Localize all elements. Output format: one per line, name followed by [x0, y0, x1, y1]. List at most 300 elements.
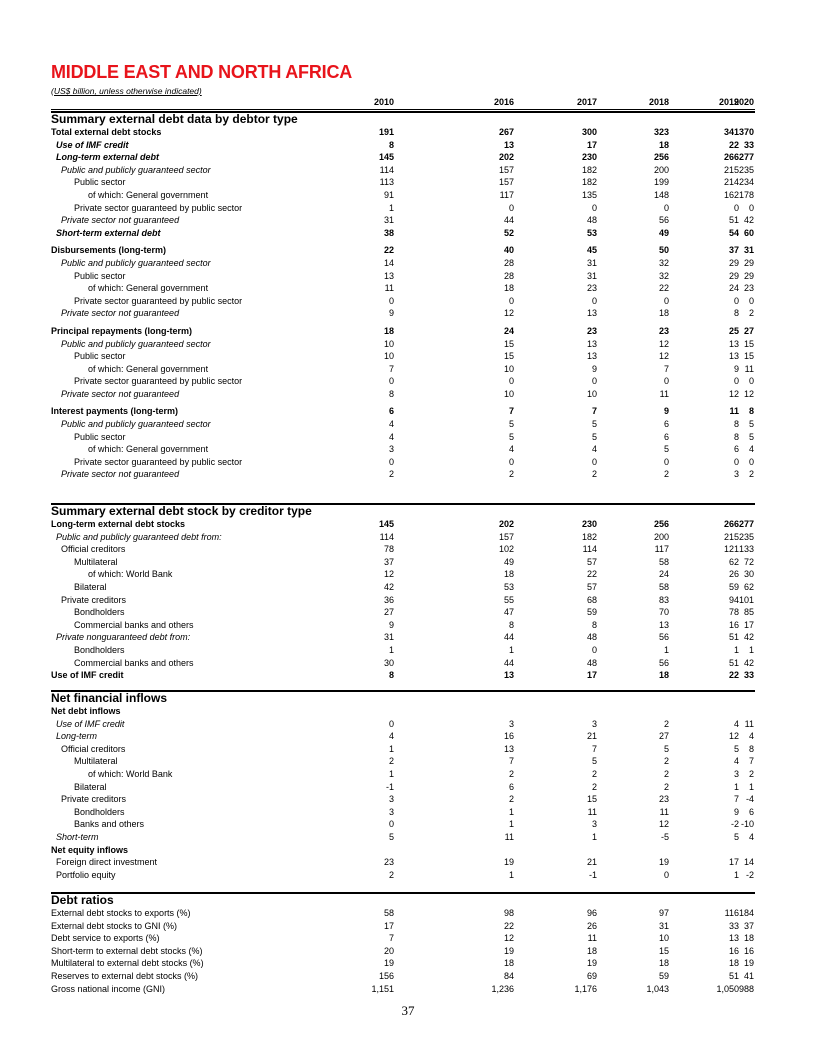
cell-2017: 7	[591, 406, 597, 417]
cell-2019: 62	[728, 556, 739, 567]
cell-2010: 8	[388, 139, 394, 150]
cell-2010: 38	[383, 227, 394, 238]
cell-2017: 11	[587, 806, 597, 817]
cell-2010: 10	[383, 351, 394, 362]
row-label: Public sector	[74, 351, 126, 362]
cell-2020: 23	[743, 283, 754, 294]
cell-2018: 18	[658, 139, 669, 150]
cell-2019: 266	[723, 519, 739, 529]
table-row	[51, 657, 755, 670]
cell-2017: 45	[586, 245, 597, 256]
cell-2018: 2	[663, 718, 669, 729]
row-label: Multilateral	[74, 756, 118, 767]
cell-2020: 42	[743, 632, 754, 643]
table-row	[51, 705, 755, 718]
cell-2017: 19	[586, 958, 597, 969]
cell-2016: 40	[503, 245, 514, 256]
cell-2018: 49	[658, 227, 669, 238]
row-label: Portfolio equity	[56, 869, 116, 880]
cell-2010: 9	[388, 619, 394, 630]
cell-2018: 323	[653, 127, 669, 137]
table-row	[51, 730, 755, 743]
cell-2016: 1,236	[491, 983, 514, 994]
cell-2020: 17	[743, 619, 754, 630]
year-2017: 2017	[576, 97, 597, 107]
row-label: Bilateral	[74, 781, 107, 792]
cell-2018: 2	[663, 781, 669, 792]
cell-2017: -1	[588, 869, 597, 880]
table-row	[51, 468, 755, 481]
cell-2010: -1	[385, 781, 394, 792]
cell-2018: 56	[658, 215, 669, 226]
cell-2019: 22	[728, 670, 739, 681]
cell-2018: 97	[658, 908, 669, 918]
cell-2018: 5	[663, 743, 669, 754]
cell-2018: 56	[658, 657, 669, 668]
row-label: Long-term external debt	[56, 152, 160, 163]
row-label: Bilateral	[74, 581, 107, 592]
cell-2017: 135	[581, 189, 597, 200]
cell-2020: 18	[743, 933, 754, 944]
row-label: Public and publicly guaranteed sector	[61, 257, 211, 268]
cell-2017: 17	[586, 670, 597, 681]
cell-2016: 202	[498, 152, 514, 163]
page-title: MIDDLE EAST AND NORTH AFRICA	[51, 62, 353, 82]
cell-2016: 1	[508, 869, 514, 880]
table-row	[51, 556, 755, 569]
cell-2017: 114	[582, 544, 597, 555]
cell-2018: 32	[658, 257, 669, 268]
cell-2020: 5	[748, 419, 754, 430]
cell-2020: 41	[743, 970, 754, 981]
row-label: Commercial banks and others	[74, 657, 194, 668]
page-number: 37	[401, 1003, 415, 1018]
row-label: External debt stocks to GNI (%)	[51, 920, 178, 931]
table-row	[51, 806, 755, 819]
row-label: Short-term external debt	[56, 227, 161, 238]
cell-2019: 51	[728, 970, 739, 981]
table-row	[51, 920, 755, 933]
section-debt-ratios	[51, 893, 755, 995]
table-row	[51, 718, 755, 731]
row-label: Multilateral	[74, 556, 118, 567]
table-row	[51, 957, 755, 970]
cell-2018: 0	[663, 295, 669, 306]
cell-2016: 10	[503, 363, 514, 374]
cell-2018: 23	[658, 325, 669, 336]
cell-2010: 37	[383, 556, 394, 567]
cell-2019: 5	[733, 831, 739, 842]
cell-2010: 22	[383, 245, 394, 256]
cell-2016: 202	[498, 519, 514, 529]
cell-2019: 0	[733, 295, 739, 306]
cell-2016: 6	[508, 781, 514, 792]
cell-2020: 16	[743, 945, 754, 956]
cell-2010: 0	[388, 718, 394, 729]
cell-2016: 2	[508, 794, 514, 805]
cell-2010: 42	[383, 581, 394, 592]
cell-2017: 48	[586, 657, 597, 668]
cell-2019: 24	[728, 283, 739, 294]
table-row	[51, 176, 755, 189]
cell-2017: 13	[586, 338, 597, 349]
table-row	[51, 869, 755, 882]
cell-2019: 26	[728, 569, 739, 580]
cell-2016: 24	[503, 325, 514, 336]
cell-2019: 0	[733, 202, 739, 213]
year-2019: 2019	[718, 97, 739, 107]
cell-2010: 19	[383, 958, 394, 969]
table-row	[51, 189, 755, 202]
cell-2017: 48	[586, 632, 597, 643]
section-net-financial-inflows	[51, 691, 755, 881]
cell-2010: 3	[388, 444, 394, 455]
cell-2020: 12	[743, 388, 754, 399]
cell-2019: 11	[729, 406, 739, 417]
cell-2020: 8	[748, 743, 754, 754]
cell-2016: 15	[503, 351, 514, 362]
cell-2017: 23	[586, 283, 597, 294]
cell-2018: 50	[658, 245, 669, 256]
cell-2019: 12	[728, 731, 739, 742]
cell-2010: 7	[388, 363, 394, 374]
cell-2020: 0	[748, 456, 754, 467]
cell-2010: 4	[388, 731, 394, 742]
cell-2016: 157	[498, 164, 514, 175]
cell-2020: 31	[743, 245, 754, 256]
table-row	[51, 743, 755, 756]
cell-2020: 988	[738, 983, 754, 994]
row-label: Long-term	[56, 731, 98, 742]
cell-2010: 5	[388, 831, 394, 842]
cell-2018: 83	[658, 594, 669, 605]
cell-2020: 85	[743, 607, 754, 618]
row-label: Private sector not guaranteed	[61, 215, 180, 226]
cell-2020: 0	[748, 202, 754, 213]
cell-2017: 69	[586, 970, 597, 981]
table-row	[51, 768, 755, 781]
cell-2018: 12	[658, 351, 669, 362]
section-title: Summary external debt stock by creditor type	[51, 504, 312, 518]
cell-2020: 133	[738, 544, 754, 555]
cell-2017: 0	[591, 456, 597, 467]
row-label: Use of IMF credit	[51, 670, 124, 681]
row-label: of which: General government	[88, 283, 209, 294]
table-row	[51, 244, 755, 257]
cell-2019: 4	[733, 718, 739, 729]
cell-2020: 11	[744, 718, 754, 729]
cell-2016: 28	[503, 270, 514, 281]
table-row	[51, 581, 755, 594]
cell-2019: 78	[728, 607, 739, 618]
table-row	[51, 257, 755, 270]
cell-2018: 6	[663, 419, 669, 430]
cell-2019: 18	[728, 958, 739, 969]
cell-2017: 182	[581, 177, 597, 188]
cell-2016: 10	[503, 388, 514, 399]
cell-2010: 30	[383, 657, 394, 668]
cell-2017: 3	[591, 819, 597, 830]
section-title: Net financial inflows	[51, 691, 168, 705]
cell-2016: 44	[503, 632, 514, 643]
row-label: Long-term external debt stocks	[51, 519, 186, 529]
cell-2010: 3	[388, 794, 394, 805]
row-label: of which: World Bank	[88, 569, 173, 580]
cell-2018: 22	[658, 283, 669, 294]
row-label: External debt stocks to exports (%)	[51, 908, 191, 918]
cell-2016: 1	[508, 819, 514, 830]
cell-2016: 12	[503, 933, 514, 944]
cell-2020: 370	[738, 127, 754, 137]
cell-2018: 10	[658, 933, 669, 944]
table-row	[51, 755, 755, 768]
cell-2019: 214	[723, 177, 739, 188]
cell-2016: 7	[508, 406, 514, 417]
cell-2018: 23	[658, 794, 669, 805]
cell-2018: 2	[663, 768, 669, 779]
cell-2016: 13	[503, 743, 514, 754]
cell-2017: 96	[586, 908, 597, 918]
cell-2020: 37	[743, 920, 754, 931]
row-label: Private sector guaranteed by public sector	[74, 376, 243, 387]
cell-2020: 1	[748, 781, 754, 792]
row-label: Multilateral to external debt stocks (%)	[51, 958, 204, 969]
cell-2018: 0	[663, 202, 669, 213]
cell-2019: 54	[728, 227, 739, 238]
cell-2019: 13	[728, 338, 739, 349]
cell-2019: 8	[733, 308, 739, 319]
row-label: Reserves to external debt stocks (%)	[51, 970, 199, 981]
cell-2017: 230	[581, 519, 597, 529]
cell-2016: 1	[508, 806, 514, 817]
cell-2020: 7	[748, 756, 754, 767]
cell-2017: 1	[591, 831, 597, 842]
cell-2019: 0	[733, 456, 739, 467]
table-row	[51, 594, 755, 607]
cell-2020: 0	[748, 376, 754, 387]
cell-2018: 0	[663, 376, 669, 387]
cell-2017: 57	[586, 556, 597, 567]
cell-2019: 8	[733, 431, 739, 442]
row-label: Public and publicly guaranteed sector	[61, 338, 211, 349]
cell-2010: 14	[383, 257, 394, 268]
cell-2010: 1	[388, 743, 394, 754]
cell-2010: 12	[383, 569, 394, 580]
table-row	[51, 531, 755, 544]
table-row	[51, 338, 755, 351]
section-debt-by-debtor	[51, 112, 755, 481]
year-2010: 2010	[373, 97, 394, 107]
cell-2020: 60	[743, 227, 754, 238]
table-row	[51, 126, 755, 139]
cell-2020: 4	[748, 444, 754, 455]
table-row	[51, 518, 755, 531]
row-label: Disbursements (long-term)	[51, 245, 167, 256]
cell-2018: 58	[658, 556, 669, 567]
cell-2019: 116	[724, 908, 739, 918]
table-row	[51, 270, 755, 283]
cell-2019: 13	[728, 351, 739, 362]
cell-2010: 0	[388, 819, 394, 830]
cell-2010: 145	[378, 152, 394, 163]
cell-2016: 13	[503, 670, 514, 681]
cell-2016: 19	[503, 945, 514, 956]
row-label: Gross national income (GNI)	[51, 983, 166, 994]
table-row	[51, 295, 755, 308]
cell-2017: 53	[586, 227, 597, 238]
cell-2010: 145	[378, 519, 394, 529]
cell-2016: 44	[503, 215, 514, 226]
cell-2019: 215	[723, 164, 739, 175]
cell-2017: 5	[591, 756, 597, 767]
cell-2018: 5	[663, 444, 669, 455]
row-label: Official creditors	[61, 544, 126, 555]
cell-2020: 11	[744, 363, 754, 374]
cell-2019: 7	[733, 794, 739, 805]
cell-2018: 18	[658, 308, 669, 319]
cell-2019: 29	[728, 257, 739, 268]
year-2018: 2018	[648, 97, 669, 107]
cell-2019: 215	[723, 531, 739, 542]
cell-2017: 18	[586, 945, 597, 956]
cell-2016: 1	[508, 644, 514, 655]
cell-2018: 59	[658, 970, 669, 981]
row-label: Private sector guaranteed by public sector	[74, 456, 243, 467]
cell-2019: 8	[733, 419, 739, 430]
cell-2018: 0	[663, 456, 669, 467]
table-row	[51, 644, 755, 657]
cell-2018: 70	[658, 607, 669, 618]
cell-2020: 2	[748, 768, 754, 779]
table-row	[51, 456, 755, 469]
cell-2010: 0	[388, 295, 394, 306]
cell-2017: 0	[591, 202, 597, 213]
cell-2016: 13	[503, 139, 514, 150]
cell-2020: 29	[743, 257, 754, 268]
cell-2018: 200	[653, 531, 669, 542]
cell-2017: 230	[581, 152, 597, 163]
cell-2016: 22	[503, 920, 514, 931]
cell-2020: 277	[738, 519, 754, 529]
cell-2019: 59	[728, 581, 739, 592]
row-label: Private nonguaranteed debt from:	[56, 632, 191, 643]
cell-2016: 18	[503, 283, 514, 294]
cell-2017: 0	[591, 644, 597, 655]
cell-2010: 27	[383, 607, 394, 618]
table-row	[51, 669, 755, 682]
cell-2016: 18	[503, 958, 514, 969]
cell-2016: 117	[499, 189, 514, 200]
cell-2020: 42	[743, 657, 754, 668]
cell-2017: 2	[591, 469, 597, 480]
table-row	[51, 543, 755, 556]
row-label: Private sector not guaranteed	[61, 388, 180, 399]
cell-2020: 235	[738, 531, 754, 542]
section-rule	[51, 690, 755, 692]
cell-2010: 58	[383, 908, 394, 918]
table-row	[51, 781, 755, 794]
table-row	[51, 631, 755, 644]
cell-2016: 49	[503, 556, 514, 567]
row-label: Private sector guaranteed by public sector	[74, 202, 243, 213]
cell-2016: 47	[503, 607, 514, 618]
cell-2019: 4	[733, 756, 739, 767]
row-label: Commercial banks and others	[74, 619, 194, 630]
cell-2010: 36	[383, 594, 394, 605]
row-label: Private sector not guaranteed	[61, 469, 180, 480]
cell-2017: 0	[591, 376, 597, 387]
cell-2017: 31	[586, 270, 597, 281]
row-label: Net debt inflows	[51, 706, 121, 716]
cell-2010: 11	[384, 283, 394, 294]
table-row	[51, 431, 755, 444]
cell-2010: 4	[388, 419, 394, 430]
row-label: Public sector	[74, 431, 126, 442]
cell-2010: 191	[378, 127, 394, 137]
cell-2010: 0	[388, 456, 394, 467]
cell-2016: 7	[508, 756, 514, 767]
row-label: of which: General government	[88, 363, 209, 374]
cell-2018: 1,043	[646, 983, 669, 994]
cell-2018: 1	[663, 644, 669, 655]
cell-2017: 5	[591, 431, 597, 442]
cell-2018: 13	[658, 619, 669, 630]
cell-2019: 25	[728, 325, 739, 336]
cell-2016: 44	[503, 657, 514, 668]
row-label: Interest payments (long-term)	[51, 406, 179, 417]
row-label: Public and publicly guaranteed sector	[61, 419, 211, 430]
cell-2018: 256	[653, 519, 669, 529]
cell-2018: 32	[658, 270, 669, 281]
cell-2017: 15	[586, 794, 597, 805]
cell-2010: 8	[388, 388, 394, 399]
table-row	[51, 388, 755, 401]
cell-2019: 16	[728, 619, 739, 630]
cell-2017: 2	[591, 768, 597, 779]
cell-2016: 5	[508, 419, 514, 430]
table-row	[51, 418, 755, 431]
row-label: Bondholders	[74, 806, 125, 817]
cell-2020: 234	[738, 177, 754, 188]
row-label: Official creditors	[61, 743, 126, 754]
cell-2010: 13	[383, 270, 394, 281]
cell-2017: 182	[581, 531, 597, 542]
row-label: Private sector not guaranteed	[61, 308, 180, 319]
year-2016: 2016	[493, 97, 514, 107]
cell-2020: 235	[738, 164, 754, 175]
cell-2017: 17	[586, 139, 597, 150]
cell-2016: 0	[508, 376, 514, 387]
cell-2018: 12	[658, 819, 669, 830]
cell-2020: 8	[748, 406, 754, 417]
cell-2019: 13	[728, 933, 739, 944]
cell-2019: 1,050	[716, 983, 739, 994]
section-debt-by-creditor	[51, 504, 755, 682]
cell-2020: 15	[743, 351, 754, 362]
table-row	[51, 793, 755, 806]
cell-2019: 1	[733, 869, 739, 880]
cell-2019: 94	[728, 594, 739, 605]
cell-2016: 53	[503, 581, 514, 592]
cell-2016: 0	[508, 456, 514, 467]
cell-2019: 0	[733, 376, 739, 387]
table-row	[51, 970, 755, 983]
section-rule	[51, 111, 755, 113]
cell-2017: 4	[591, 444, 597, 455]
cell-2016: 11	[504, 831, 514, 842]
row-label: Bondholders	[74, 644, 125, 655]
cell-2018: 199	[653, 177, 669, 188]
